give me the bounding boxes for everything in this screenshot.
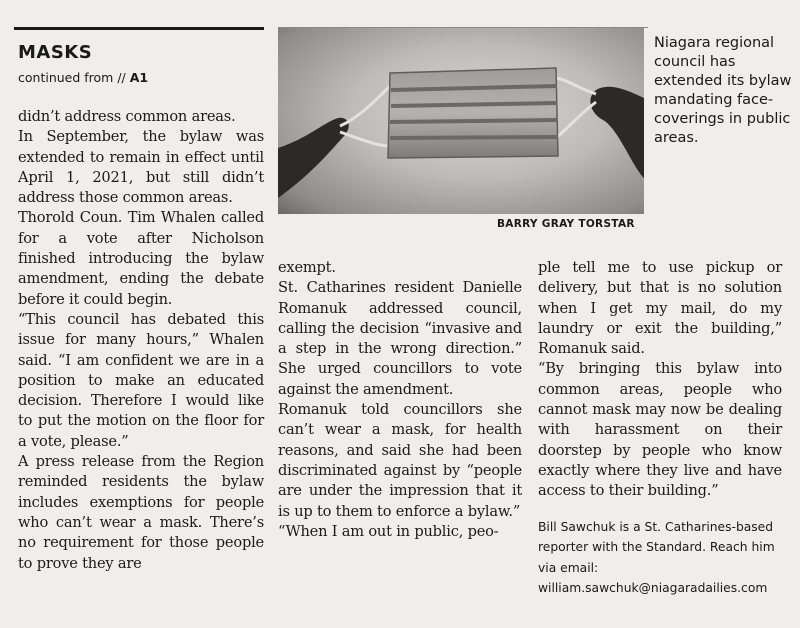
mask-photo-illustration bbox=[278, 28, 644, 214]
continued-from-line bbox=[18, 70, 148, 85]
paragraph: “This council has debated this issue for many hours,” Whalen said. “I am confident we are in a position to make an educated decision. Therefore I would like to put the motion on the floor for a vote, please.” bbox=[18, 310, 264, 450]
article-column-1 bbox=[18, 107, 264, 574]
photo-caption: Niagara regional council has extended its bylaw mandating face-coverings in public areas. bbox=[654, 35, 792, 146]
paragraph: “When I am out in public, peo- bbox=[278, 522, 499, 540]
paragraph: “By bringing this bylaw into common areas, people who cannot mask may now be dealing with harassment on their doorstep by people who know exactly where they live and have access to their building.” bbox=[538, 360, 782, 500]
paragraph: didn’t address common areas. bbox=[18, 108, 236, 125]
paragraph: Thorold Coun. Tim Whalen called for a vote after Nicholson finished introducing the bylaw amendment, ending the debate before it could begin. bbox=[18, 209, 264, 308]
paragraph: ple tell me to use pickup or delivery, but that is no solution when I get my mail, do my laundry or exit the building,” Romanuk said. bbox=[538, 259, 782, 358]
paragraph: St. Catharines resident Danielle Romanuk addressed council, calling the decision “invasive and a step in the wrong direction.” She urged councillors to vote against the amendment. bbox=[278, 279, 522, 398]
paragraph: exempt. bbox=[278, 259, 336, 276]
continued-label: continued from // bbox=[18, 70, 126, 85]
paragraph: Romanuk told councillors she can’t wear a mask, for health reasons, and said she had been discriminated against by “people are under the impression that it is up to them to enforce a bylaw.” bbox=[278, 401, 522, 520]
continued-page: A1 bbox=[129, 70, 149, 85]
paragraph: In September, the bylaw was extended to remain in effect until April 1, 2021, but still didn’t address those common areas. bbox=[18, 128, 264, 207]
article-column-2 bbox=[278, 258, 522, 542]
author-bio bbox=[538, 517, 788, 598]
article-column-3 bbox=[538, 258, 782, 502]
author-bio-text: Bill Sawchuk is a St. Catharines-based reporter with the Standard. Reach him via email: william.sawchuk@niagaradailies.com bbox=[538, 520, 775, 595]
paragraph: A press release from the Region reminded residents the bylaw includes exemptions for people who can’t wear a mask. There’s no requirement for those people to prove they are bbox=[18, 453, 264, 572]
mask-photo bbox=[278, 28, 644, 214]
photo-credit: BARRY GRAY TORSTAR bbox=[497, 218, 635, 230]
section-rule bbox=[14, 27, 264, 30]
section-kicker: MASKS bbox=[18, 42, 93, 63]
